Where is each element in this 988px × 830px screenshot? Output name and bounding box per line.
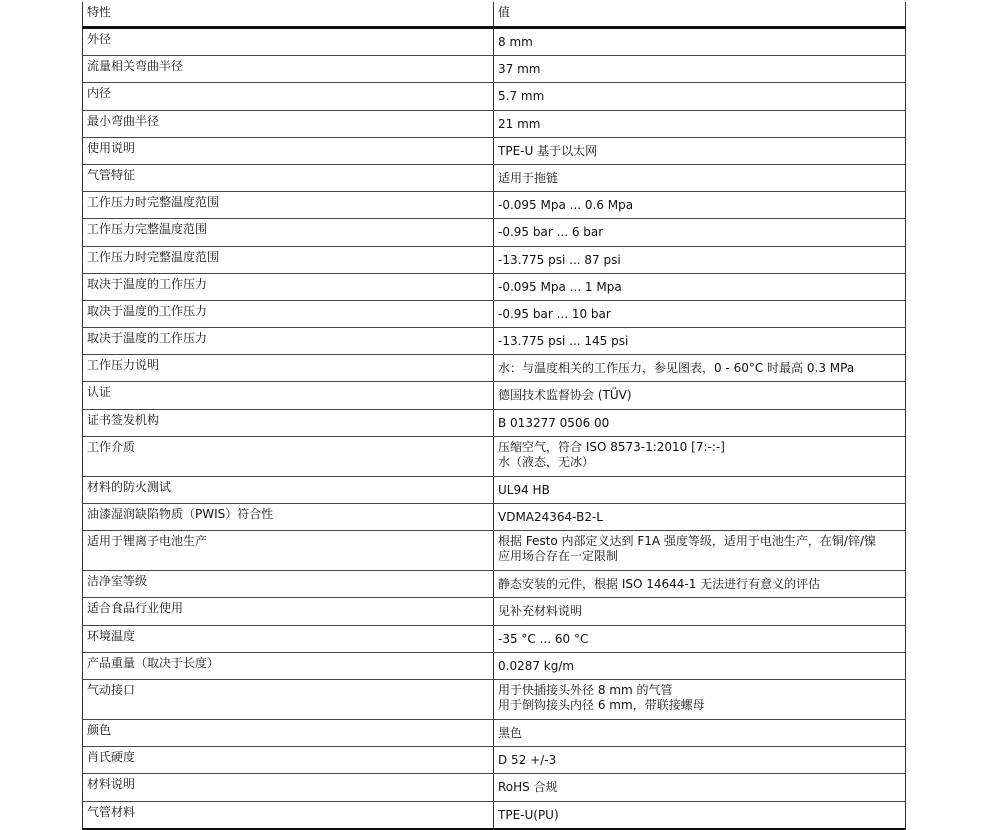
value-cell — [494, 300, 906, 327]
value-cell — [494, 476, 906, 503]
value-cell — [494, 774, 906, 801]
table-header — [83, 2, 906, 28]
table-row — [83, 164, 906, 191]
property-cell: 工作压力时完整温度范围 — [83, 192, 494, 219]
value-line: D 52 +/-3 — [498, 753, 557, 768]
header-value: 值 — [494, 2, 906, 28]
table-row — [83, 328, 906, 355]
property-cell: 取决于温度的工作压力 — [83, 273, 494, 300]
value-cell — [494, 28, 906, 56]
value-line: -0.095 Mpa ... 0.6 Mpa — [498, 198, 634, 213]
table-row — [83, 192, 906, 219]
value-cell — [494, 328, 906, 355]
value-line: 21 mm — [498, 116, 541, 131]
value-cell — [494, 110, 906, 137]
property-cell: 证书签发机构 — [83, 409, 494, 436]
property-cell: 产品重量（取决于长度） — [83, 652, 494, 679]
value-line: 用于倒钩接头内径 6 mm，带联接螺母 — [498, 697, 705, 712]
property-cell: 取决于温度的工作压力 — [83, 328, 494, 355]
property-cell: 外径 — [83, 28, 494, 56]
value-cell — [494, 246, 906, 273]
header-row — [83, 2, 906, 28]
value-cell — [494, 355, 906, 382]
value-cell — [494, 137, 906, 164]
property-cell: 认证 — [83, 382, 494, 409]
property-cell: 工作压力时完整温度范围 — [83, 246, 494, 273]
value-cell — [494, 192, 906, 219]
value-line: RoHS 合规 — [498, 780, 558, 795]
table-body — [83, 28, 906, 829]
value-cell — [494, 598, 906, 625]
value-line: VDMA24364-B2-L — [498, 510, 603, 524]
header-property: 特性 — [83, 2, 494, 28]
property-cell: 取决于温度的工作压力 — [83, 300, 494, 327]
table-row — [83, 801, 906, 829]
value-cell — [494, 83, 906, 110]
value-cell — [494, 382, 906, 409]
property-cell: 流量相关弯曲半径 — [83, 56, 494, 83]
table-row — [83, 300, 906, 327]
value-cell — [494, 164, 906, 191]
table-row — [83, 679, 906, 719]
table-row — [83, 28, 906, 56]
table-row — [83, 409, 906, 436]
value-line: -0.95 bar ... 10 bar — [498, 306, 611, 321]
property-cell: 最小弯曲半径 — [83, 110, 494, 137]
value-line: 适用于拖链 — [498, 170, 559, 185]
value-line: B 013277 0506 00 — [498, 415, 610, 430]
value-cell — [494, 801, 906, 829]
value-line: 0.0287 kg/m — [498, 658, 575, 673]
value-line: TPE-U(PU) — [498, 807, 559, 822]
property-cell: 工作介质 — [83, 436, 494, 476]
table-row — [83, 110, 906, 137]
value-line: 黑色 — [498, 725, 523, 740]
table-row — [83, 531, 906, 571]
property-cell: 内径 — [83, 83, 494, 110]
table-row — [83, 476, 906, 503]
property-cell: 适合食品行业使用 — [83, 598, 494, 625]
table-row — [83, 355, 906, 382]
property-cell: 材料的防火测试 — [83, 476, 494, 503]
value-line: 压缩空气，符合 ISO 8573-1:2010 [7:-:-] — [498, 439, 725, 454]
value-line: 德国技术监督协会 (TÜV) — [498, 388, 632, 403]
value-cell — [494, 679, 906, 719]
table-row — [83, 382, 906, 409]
table-row — [83, 747, 906, 774]
property-cell: 使用说明 — [83, 137, 494, 164]
spec-table — [82, 2, 906, 830]
value-line: TPE-U 基于以太网 — [498, 143, 598, 158]
table-row — [83, 504, 906, 531]
table-row — [83, 625, 906, 652]
value-cell — [494, 747, 906, 774]
value-line: -13.775 psi ... 145 psi — [498, 334, 629, 349]
value-line: 5.7 mm — [498, 89, 545, 104]
property-cell: 工作压力说明 — [83, 355, 494, 382]
value-cell — [494, 273, 906, 300]
property-cell: 油漆湿润缺陷物质（PWIS）符合性 — [83, 504, 494, 531]
table-row — [83, 719, 906, 746]
table-row — [83, 436, 906, 476]
table-row — [83, 273, 906, 300]
property-cell: 颜色 — [83, 719, 494, 746]
value-cell — [494, 219, 906, 246]
property-cell: 肖氏硬度 — [83, 747, 494, 774]
value-line: -13.775 psi ... 87 psi — [498, 252, 621, 267]
value-line: UL94 HB — [498, 482, 550, 497]
value-cell — [494, 652, 906, 679]
property-cell: 气管特征 — [83, 164, 494, 191]
value-cell — [494, 56, 906, 83]
value-cell — [494, 625, 906, 652]
value-cell — [494, 531, 906, 571]
value-line: 静态安装的元件，根据 ISO 14644-1 无法进行有意义的评估 — [498, 577, 821, 592]
property-cell: 适用于锂离子电池生产 — [83, 531, 494, 571]
property-cell: 气动接口 — [83, 679, 494, 719]
table-row — [83, 56, 906, 83]
value-cell — [494, 571, 906, 598]
table-row — [83, 137, 906, 164]
value-line: 8 mm — [498, 35, 533, 49]
value-line: 37 mm — [498, 62, 541, 77]
table-row — [83, 598, 906, 625]
value-line: 水（液态，无冰） — [498, 454, 595, 469]
property-cell: 工作压力完整温度范围 — [83, 219, 494, 246]
value-line: 根据 Festo 内部定义达到 F1A 强度等级，适用于电池生产，在铜/锌/镍 — [498, 534, 877, 549]
property-cell: 材料说明 — [83, 774, 494, 801]
value-line: 水：与温度相关的工作压力，参见图表，0 - 60°C 时最高 0.3 MPa — [498, 361, 855, 376]
value-cell — [494, 504, 906, 531]
table-row — [83, 246, 906, 273]
value-line: 用于快插接头外径 8 mm 的气管 — [498, 682, 673, 697]
value-line: 见补充材料说明 — [498, 604, 583, 619]
property-cell: 环境温度 — [83, 625, 494, 652]
value-cell — [494, 436, 906, 476]
table-row — [83, 774, 906, 801]
value-line: -0.095 Mpa ... 1 Mpa — [498, 279, 622, 294]
value-line: -35 °C ... 60 °C — [498, 631, 589, 646]
value-cell — [494, 719, 906, 746]
property-cell: 洁净室等级 — [83, 571, 494, 598]
value-line: 应用场合存在一定限制 — [498, 549, 619, 564]
property-cell: 气管材料 — [83, 801, 494, 829]
table-row — [83, 83, 906, 110]
table-row — [83, 571, 906, 598]
table-row — [83, 219, 906, 246]
table-row — [83, 652, 906, 679]
value-line: -0.95 bar ... 6 bar — [498, 225, 604, 240]
value-cell — [494, 409, 906, 436]
